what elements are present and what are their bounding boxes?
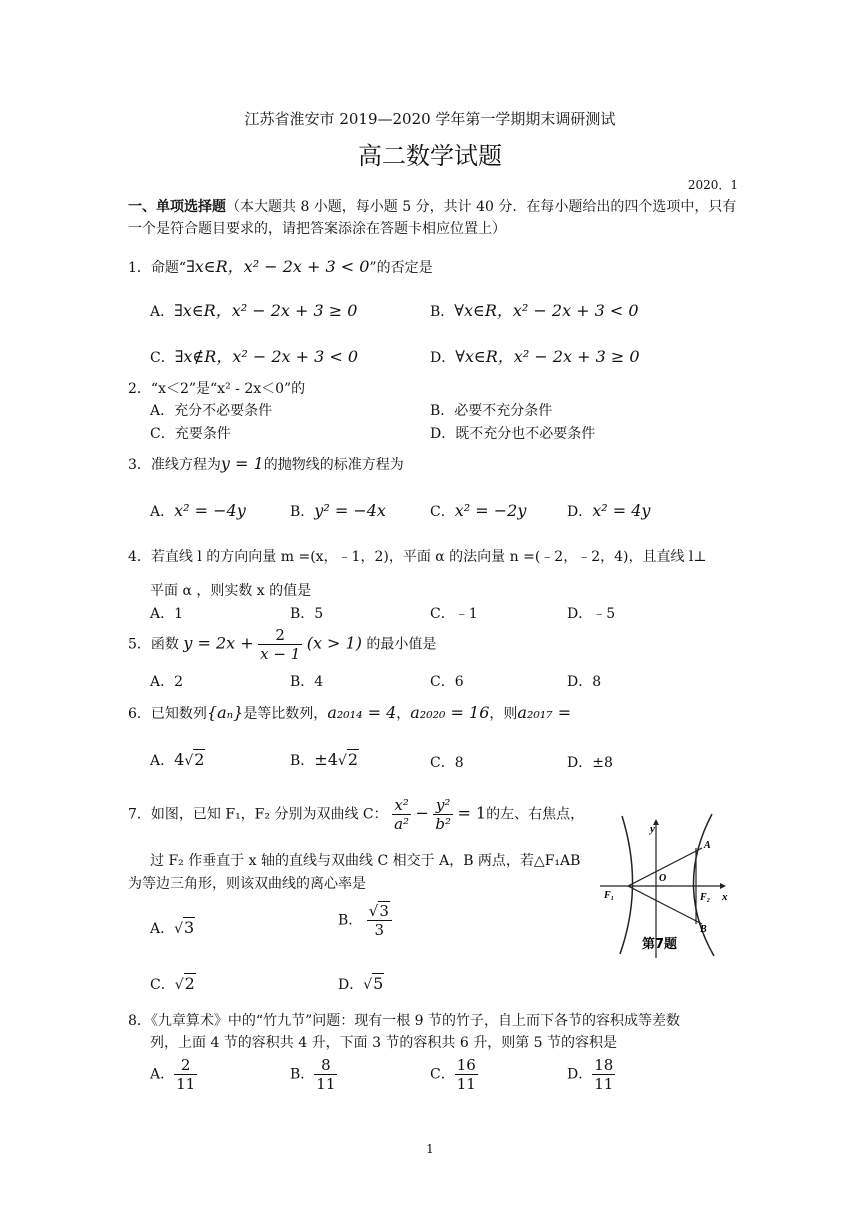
q1-stem bbox=[128, 254, 433, 277]
q8-option-d: D． $\frac{18}{11}$ bbox=[567, 1056, 614, 1093]
q7-fraction-y: $\frac{\text{y²}}{\text{b²}}$ bbox=[435, 796, 451, 833]
figure-caption: 第7题 bbox=[642, 937, 678, 952]
q2-option-a: A．充分不必要条件 bbox=[150, 403, 273, 419]
q2-stem: 2．“x＜2”是“x² - 2x＜0”的 bbox=[128, 381, 306, 397]
exam-date: 2020．1 bbox=[687, 178, 738, 192]
section-heading bbox=[128, 196, 738, 240]
q3-stem: 3．准线方程为y = 1的抛物线的标准方程为 bbox=[128, 454, 404, 473]
q1-option-b: B．∀x∈R，x² − 2x + 3 < 0 bbox=[430, 301, 639, 320]
q4-option-a: A．1 bbox=[150, 606, 184, 622]
q6-option-a: A．4√2 bbox=[150, 750, 205, 769]
section-instructions: （本大题共 8 小题，每小题 5 分，共计 40 分．在每小题给出的四个选项中，只有一个是符合题目要求的，请把答案添涂在答题卡相应位置上） bbox=[128, 199, 737, 237]
hyperbola-figure bbox=[598, 808, 734, 960]
hyperbola-diagram bbox=[598, 808, 734, 960]
q2-option-b: B．必要不充分条件 bbox=[430, 403, 553, 419]
q5-option-c: C．6 bbox=[430, 674, 464, 690]
q7-option-d: D．√5 bbox=[338, 974, 384, 993]
q1-option-c: C．∃x∉R，x² − 2x + 3 < 0 bbox=[150, 347, 359, 366]
q3-option-a: A．x² = −4y bbox=[150, 501, 246, 520]
q3-option-b: B．y² = −4x bbox=[290, 501, 386, 520]
q7-option-b: B． $\frac{√3}{3}$ bbox=[338, 902, 392, 939]
q5-stem: 5．函数 y = 2x + $\frac{2}{x - 1}$ (x > 1) 的最小值是 bbox=[128, 626, 437, 663]
q1-option-a: A．∃x∈R，x² − 2x + 3 ≥ 0 bbox=[150, 301, 358, 320]
x-axis-arrow bbox=[720, 883, 726, 889]
q2-option-d: D．既不充分也不必要条件 bbox=[430, 426, 596, 442]
q5-option-b: B．4 bbox=[290, 674, 324, 690]
label-x: x bbox=[722, 891, 728, 903]
q4-option-b: B．5 bbox=[290, 606, 324, 622]
q7-option-b-fraction: $\frac{√3}{3}$ bbox=[367, 902, 392, 939]
label-f2: F₂ bbox=[700, 892, 711, 903]
q8-stem-line1: 8．《九章算术》中的“竹九节”问题：现有一根 9 节的竹子，自上而下各节的容积成等差数 bbox=[128, 1013, 681, 1029]
q3-option-c: C．x² = −2y bbox=[430, 501, 527, 520]
q5-option-a: A．2 bbox=[150, 674, 184, 690]
segment-f1-b bbox=[628, 886, 702, 924]
q1-stem-pre: 1．命题“ bbox=[128, 260, 187, 276]
exam-subtitle: 江苏省淮安市 2019—2020 学年第一学期期末调研测试 bbox=[244, 110, 616, 128]
q6-option-d: D．±8 bbox=[567, 755, 613, 771]
q1-stem-post: ”的否定是 bbox=[369, 260, 433, 276]
label-origin: O bbox=[659, 873, 667, 884]
q7-option-c: C．√2 bbox=[150, 974, 195, 993]
q6-option-b: B．±4√2 bbox=[290, 750, 358, 769]
label-b: B bbox=[700, 924, 707, 935]
q8-stem-line2: 列，上面 4 节的容积共 4 升，下面 3 节的容积共 6 升，则第 5 节的容积是 bbox=[150, 1035, 618, 1051]
q8-option-a: A． $\frac{2}{11}$ bbox=[150, 1056, 196, 1093]
q5-option-d: D．8 bbox=[567, 674, 602, 690]
exam-title: 高二数学试题 bbox=[358, 142, 502, 170]
label-a: A bbox=[704, 840, 711, 851]
q8-option-c: C． $\frac{16}{11}$ bbox=[430, 1056, 476, 1093]
section-title: 一、单项选择题 bbox=[128, 199, 226, 215]
q2-option-c: C．充要条件 bbox=[150, 426, 231, 442]
q8-option-b: B． $\frac{8}{11}$ bbox=[290, 1056, 336, 1093]
q7-option-a: A．√3 bbox=[150, 918, 195, 937]
q6-option-c: C．8 bbox=[430, 755, 464, 771]
q3-option-d: D．x² = 4y bbox=[567, 501, 651, 520]
q1-stem-math: ∃x∈R，x² − 2x + 3 < 0 bbox=[186, 257, 370, 276]
q7-stem-line2: 过 F₂ 作垂直于 x 轴的直线与双曲线 C 相交于 A，B 两点，若△F₁AB bbox=[150, 853, 581, 869]
q5-fraction: $\frac{2}{x - 1}$ bbox=[260, 626, 301, 663]
q4-option-c: C．﹣1 bbox=[430, 606, 478, 622]
q7-stem-line1: 7．如图，已知 F₁，F₂ 分别为双曲线 C： $\frac{\text{x²}}{\text{a²}}$ − $\frac{\text{y²}}{\text{b²}}$ = 1的左、右焦点， bbox=[128, 796, 585, 833]
page-number: 1 bbox=[426, 1142, 434, 1156]
label-y: y bbox=[650, 823, 655, 835]
q7-stem-line3: 为等边三角形，则该双曲线的离心率是 bbox=[128, 876, 366, 892]
q6-stem: 6．已知数列{aₙ}是等比数列，a₂₀₁₄ = 4，a₂₀₂₀ = 16，则a₂₀₁₇ = bbox=[128, 703, 572, 722]
q4-option-d: D．﹣5 bbox=[567, 606, 616, 622]
q7-fraction-x: $\frac{\text{x²}}{\text{a²}}$ bbox=[394, 796, 410, 833]
q4-stem-line1: 4．若直线 l 的方向向量 m =(x，﹣1，2)，平面 α 的法向量 n =(﹣2，﹣2，4)，且直线 l⊥ bbox=[128, 549, 707, 565]
label-f1: F₁ bbox=[604, 890, 615, 901]
q1-option-d: D．∀x∈R，x² − 2x + 3 ≥ 0 bbox=[430, 347, 640, 366]
q4-stem-line2: 平面 α ，则实数 x 的值是 bbox=[150, 583, 312, 599]
